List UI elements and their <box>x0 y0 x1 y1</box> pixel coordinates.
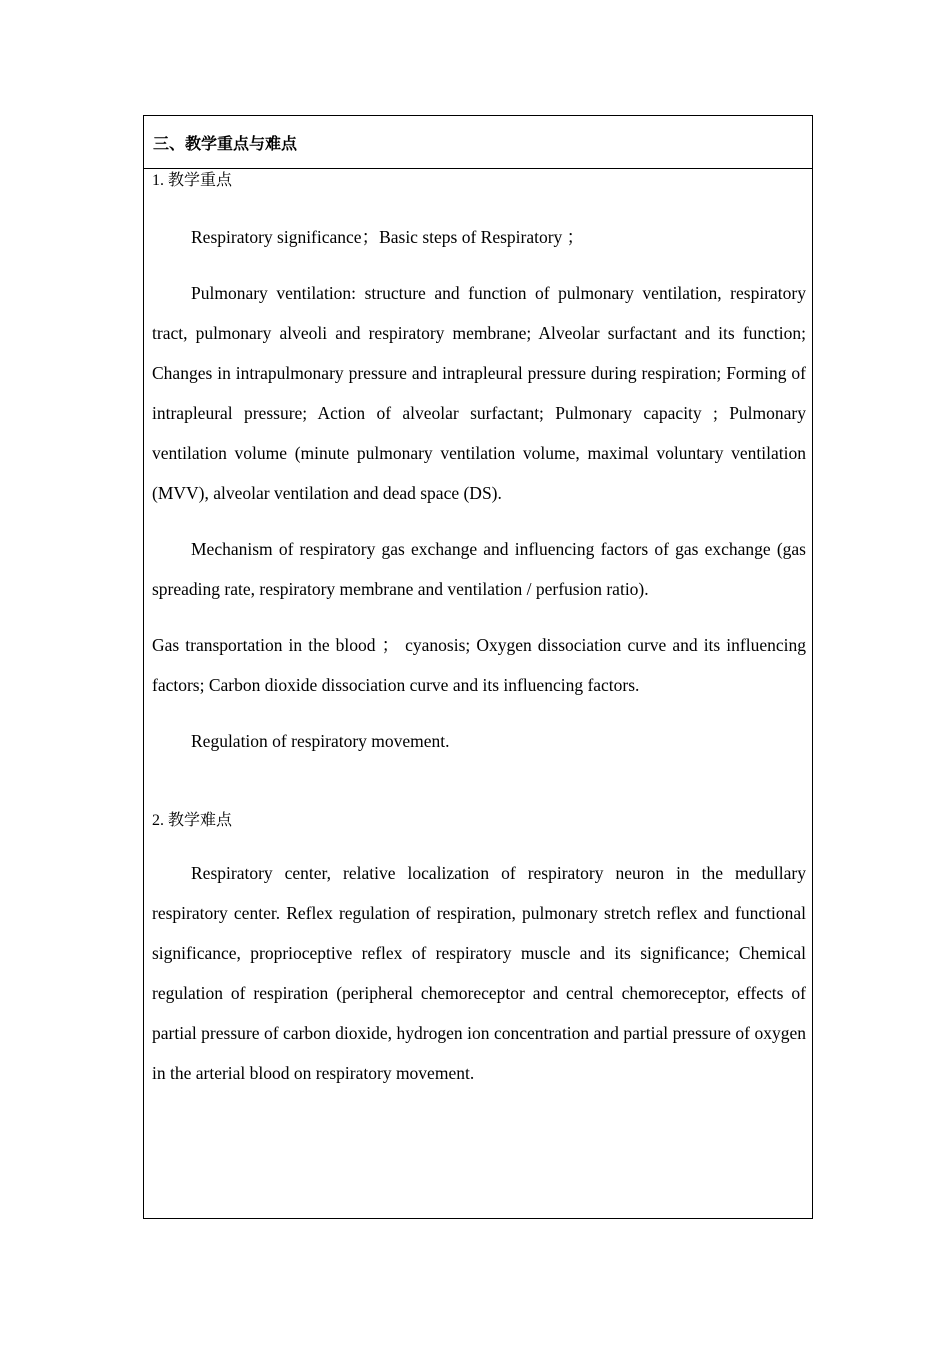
key-points-heading: 1. 教学重点 <box>152 172 233 189</box>
content-table <box>143 115 813 1219</box>
difficult-points-heading: 2. 教学难点 <box>152 812 233 829</box>
key-point-paragraph: Pulmonary ventilation: structure and function of pulmonary ventilation, respiratory tract, pulmonary alveoli and respiratory membrane; Alveolar surfactant and its function; Changes in intrapulmonary pressure and intrapleural pressure during respiration; Forming of intrapleural pressure; Action of alveolar surfactant; Pulmonary capacity ; Pulmonary ventilation volume (minute pulmonary ventilation volume, maximal voluntary ventilation (MVV), alveolar ventilation and dead space (DS). <box>152 283 806 503</box>
key-point-paragraph: Regulation of respiratory movement. <box>191 731 450 751</box>
key-point-paragraph: Respiratory significance；Basic steps of Respiratory ； <box>191 227 585 247</box>
section-body <box>144 169 812 1093</box>
key-point-paragraph: Gas transportation in the blood ； cyanosis; Oxygen dissociation curve and its influencing factors; Carbon dioxide dissociation curve and its influencing factors. <box>152 635 806 695</box>
section-title: 三、教学重点与难点 <box>144 116 812 169</box>
key-point-paragraph: Mechanism of respiratory gas exchange and influencing factors of gas exchange (gas spreading rate, respiratory membrane and ventilation / perfusion ratio). <box>152 539 806 599</box>
difficult-point-paragraph: Respiratory center, relative localization of respiratory neuron in the medullary respiratory center. Reflex regulation of respiration, pulmonary stretch reflex and functional significance, proprioceptive reflex of respiratory muscle and its significance; Chemical regulation of respiration (peripheral chemoreceptor and central chemoreceptor, effects of partial pressure of carbon dioxide, hydrogen ion concentration and partial pressure of oxygen in the arterial blood on respiratory movement. <box>152 863 806 1083</box>
